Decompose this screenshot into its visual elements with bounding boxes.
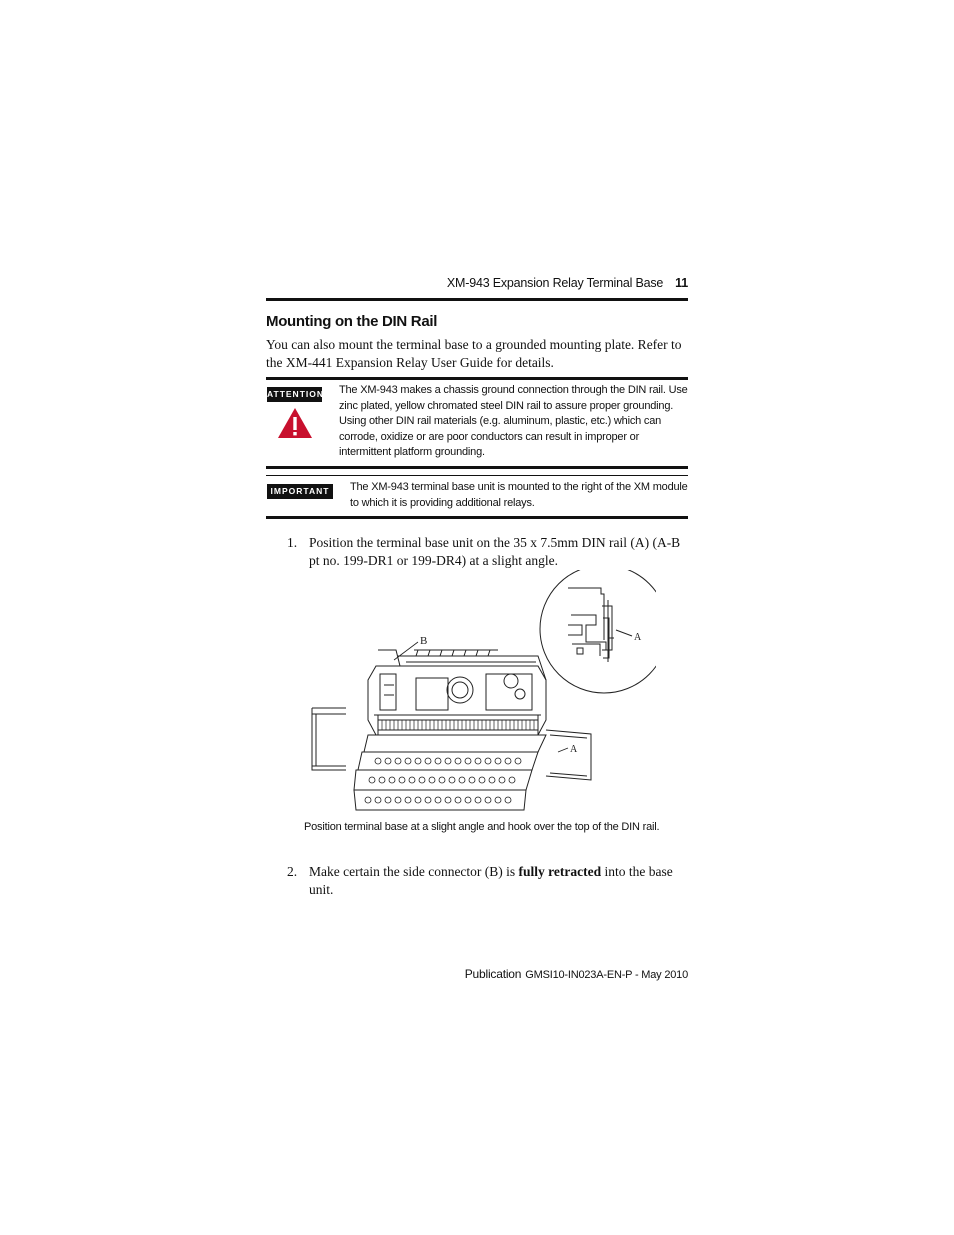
terminal-base-body — [368, 650, 546, 735]
terminal-block-tiers — [354, 735, 546, 810]
figure-caption: Position terminal base at a slight angle and hook over the top of the DIN rail. — [304, 821, 660, 833]
step-2-text — [309, 863, 687, 898]
attention-text: The XM-943 makes a chassis ground connection through the DIN rail. Use zinc plated, yellow chromated steel DIN rail to assure proper grounding. Using other DIN rail materials (e.g. aluminum, plastic, etc.) which can corrode, oxidize or are poor conductors can result in improper or intermittent platform grounding. — [339, 384, 688, 458]
detail-profile — [568, 588, 612, 662]
callout-b-leader — [394, 642, 418, 660]
step-1-text: Position the terminal base unit on the 35 x 7.5mm DIN rail (A) (A-B pt no. 199-DR1 or 199-DR4) at a slight angle. — [309, 535, 681, 568]
connector-pins — [382, 720, 534, 730]
important-text: The XM-943 terminal base unit is mounted to the right of the XM module to which it is providing additional relays. — [350, 481, 688, 509]
running-header-title: XM-943 Expansion Relay Terminal Base — [446, 276, 664, 290]
important-label: IMPORTANT — [267, 484, 333, 499]
intro-paragraph: You can also mount the terminal base to a grounded mounting plate. Refer to the XM-441 Expansion Relay User Guide for details. — [266, 337, 682, 370]
attention-label: ATTENTION — [267, 387, 322, 402]
din-rail — [312, 708, 591, 780]
publication-code: GMSI10-IN023A-EN-P - May 2010 — [525, 969, 688, 981]
top-connector-ridges — [414, 650, 498, 656]
callout-b: B — [420, 635, 428, 647]
callout-a-detail: A — [634, 632, 642, 643]
din-rail-figure — [306, 570, 656, 815]
step-2-text-bold: fully retracted — [518, 864, 602, 879]
section-heading: Mounting on the DIN Rail — [266, 313, 438, 330]
callout-a-rail-leader — [558, 748, 568, 752]
attention-top-rule — [266, 377, 688, 380]
warning-triangle-icon — [277, 407, 313, 439]
step-2-number: 2. — [287, 864, 298, 879]
terminal-screws — [365, 758, 521, 803]
step-1-number: 1. — [287, 535, 298, 550]
running-header — [266, 276, 688, 290]
attention-bottom-rule — [266, 466, 688, 469]
publication-label: Publication — [464, 967, 522, 981]
detail-bracket — [603, 618, 632, 658]
important-bottom-rule — [266, 516, 688, 519]
callout-a-rail: A — [570, 744, 578, 755]
page-number: 11 — [675, 276, 688, 290]
publication-footer — [465, 967, 688, 981]
step-2-text-after: into the base unit. — [309, 864, 673, 897]
header-rule — [266, 298, 688, 301]
important-top-rule — [266, 475, 688, 476]
step-2-text-before: Make certain the side connector (B) is — [309, 864, 519, 879]
